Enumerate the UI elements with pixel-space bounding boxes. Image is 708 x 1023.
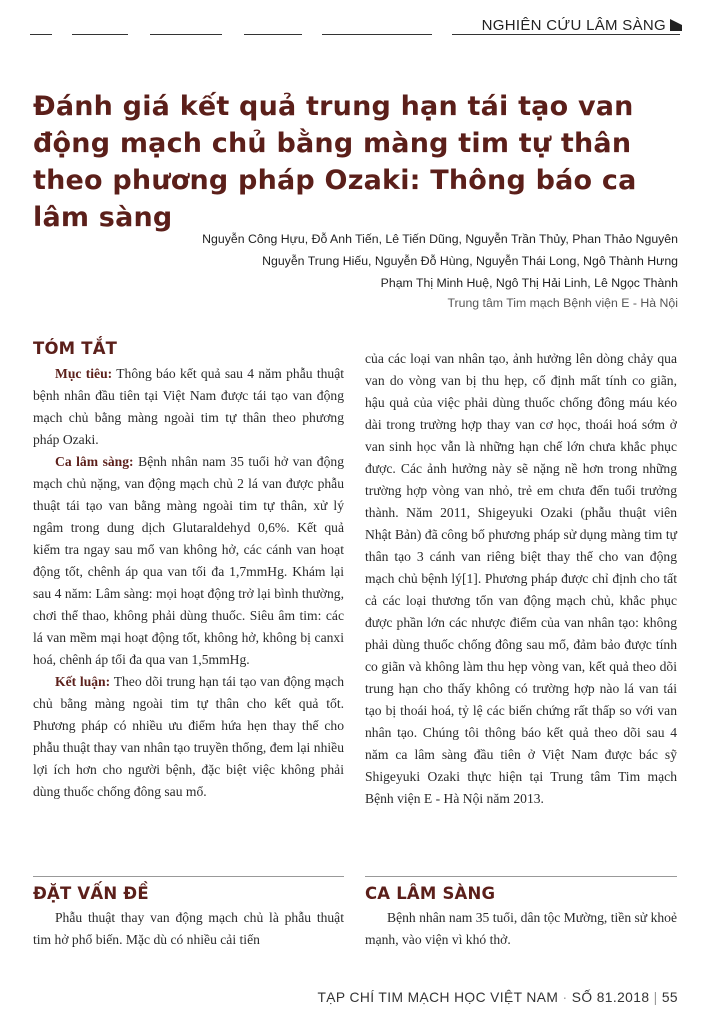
author-line: Nguyễn Trung Hiếu, Nguyễn Đỗ Hùng, Nguyễn Thái Long, Ngô Thành Hưng: [262, 254, 678, 268]
abstract-objective: [33, 363, 344, 451]
header-rule-4: [244, 34, 302, 35]
introduction-paragraph: Phẫu thuật thay van động mạch chủ là phẫu thuật tim hở phổ biến. Mặc dù có nhiều cải tiến: [33, 910, 344, 947]
author-list: [118, 228, 678, 294]
author-line: Phạm Thị Minh Huệ, Ngô Thị Hải Linh, Lê Ngọc Thành: [380, 276, 678, 290]
affiliation: Trung tâm Tim mạch Bệnh viện E - Hà Nội: [447, 296, 678, 310]
section-divider-left: [33, 876, 344, 877]
page-number: 55: [661, 990, 678, 1005]
author-line: Nguyễn Công Hựu, Đỗ Anh Tiến, Lê Tiến Dũng, Nguyễn Trần Thủy, Phan Thảo Nguyên: [202, 232, 678, 246]
case-heading: CA LÂM SÀNG: [365, 884, 496, 903]
section-label: NGHIÊN CỨU LÂM SÀNG: [481, 17, 666, 34]
article-title: Đánh giá kết quả trung hạn tái tạo van động mạch chủ bằng màng tim tự thân theo phương pháp Ozaki: Thông báo ca lâm sàng: [33, 91, 637, 233]
page-footer: TẠP CHÍ TIM MẠCH HỌC VIỆT NAM · SỐ 81.2018 | 55: [317, 990, 678, 1005]
case-paragraph: Bệnh nhân nam 35 tuổi, dân tộc Mường, tiền sử khoẻ mạnh, vào viện vì khó thở.: [365, 910, 677, 947]
conclusion-label: Kết luận:: [55, 674, 111, 689]
objective-label: Mục tiêu:: [55, 366, 113, 381]
header-rule-1: [30, 34, 52, 35]
background-paragraph: của các loại van nhân tạo, ảnh hưởng lên dòng chảy qua van do vòng van bị thu hẹp, cố định mất tính co giãn, hậu quả của việc phải dùng thuốc chống đông máu kéo dài trong trường hợp thay van cơ học, thoái hoá sớm ở van sinh học vẫn là những hạn chế lớn chưa khắc phục được. Các ảnh hưởng này sẽ nặng nề hơn trong những trường hợp vòng van nhỏ, trẻ em chưa đến tuổi trưởng thành. Năm 2011, Shigeyuki Ozaki (phẫu thuật viên Nhật Bản) đã công bố phương pháp sử dụng màng tim tự thân tạo 3 cánh van riêng biệt thay thế cho van động mạch chủ bệnh lý[1]. Phương pháp được chỉ định cho tất cả các loại thương tổn van động mạch chủ, khắc phục được phần lớn các nhược điểm của van nhân tạo: không phải dùng thuốc chống đông sau mổ, đảm bảo được tính co giãn và không làm thu hẹp vòng van, kết quả theo dõi trung hạn cho thấy không có trường hợp nào lá van tái tạo bị thoái hoá, tỷ lệ các biến chứng rất thấp so với van nhân tạo. Chúng tôi thông báo kết quả theo dõi sau 4 năm ca lâm sàng đầu tiên ở Việt Nam được bác sỹ Shigeyuki Ozaki thực hiện tại Trung tâm Tim mạch Bệnh viện E - Hà Nội năm 2013.: [365, 351, 677, 806]
running-header: [482, 17, 682, 34]
conclusion-text: Theo dõi trung hạn tái tạo van động mạch chủ bằng màng ngoài tim tự thân cho kết quả tốt. Phương pháp có nhiều ưu điểm hứa hẹn thay thế cho phẫu thuật thay van nhân tạo truyền thống, đem lại nhiều lợi ích hơn cho người bệnh, đặc biệt việc không phải dùng thuốc chống đông sau mổ.: [33, 674, 344, 799]
section-divider-right: [365, 876, 677, 877]
right-column: [365, 348, 677, 810]
header-rule-2: [72, 34, 128, 35]
abstract-heading: TÓM TẮT: [33, 339, 118, 358]
header-rule-5: [322, 34, 432, 35]
triangle-marker-icon: [670, 19, 682, 31]
introduction-heading: ĐẶT VẤN ĐỀ: [33, 884, 149, 903]
introduction-section: [33, 883, 344, 951]
case-section: [365, 883, 677, 951]
header-rule-6: [452, 34, 680, 35]
journal-name: TẠP CHÍ TIM MẠCH HỌC VIỆT NAM: [317, 990, 559, 1005]
objective-text: Thông báo kết quả sau 4 năm phẫu thuật bệnh nhân đầu tiên tại Việt Nam được tái tạo van động mạch chủ bằng màng ngoài tim tự thân theo phương pháp Ozaki.: [33, 366, 345, 447]
issue-number: SỐ 81.2018: [571, 990, 650, 1005]
left-column: [33, 338, 344, 803]
abstract-conclusion: [33, 671, 344, 803]
case-text: Bệnh nhân nam 35 tuổi hở van động mạch chủ nặng, van động mạch chủ 2 lá van được phẫu thuật tái tạo van bằng màng ngoài tim tự thân, xử lý ngâm trong dung dịch Glutaraldehyd 0,6%. Kết quả kiểm tra ngay sau mổ van không hở, các cánh van hoạt động tốt, chênh áp qua van tối đa 1,7mmHg. Khám lại sau 4 năm: Lâm sàng: mọi hoạt động trở lại bình thường, chơi thể thao, không phải dùng thuốc. Siêu âm tim: các lá van mềm mại hoạt động tốt, không hở, không bị canxi hoá, chênh áp tối đa qua van 1,5mmHg.: [33, 454, 344, 667]
case-label: Ca lâm sàng:: [55, 454, 134, 469]
header-rule-3: [150, 34, 222, 35]
abstract-case: [33, 451, 344, 671]
